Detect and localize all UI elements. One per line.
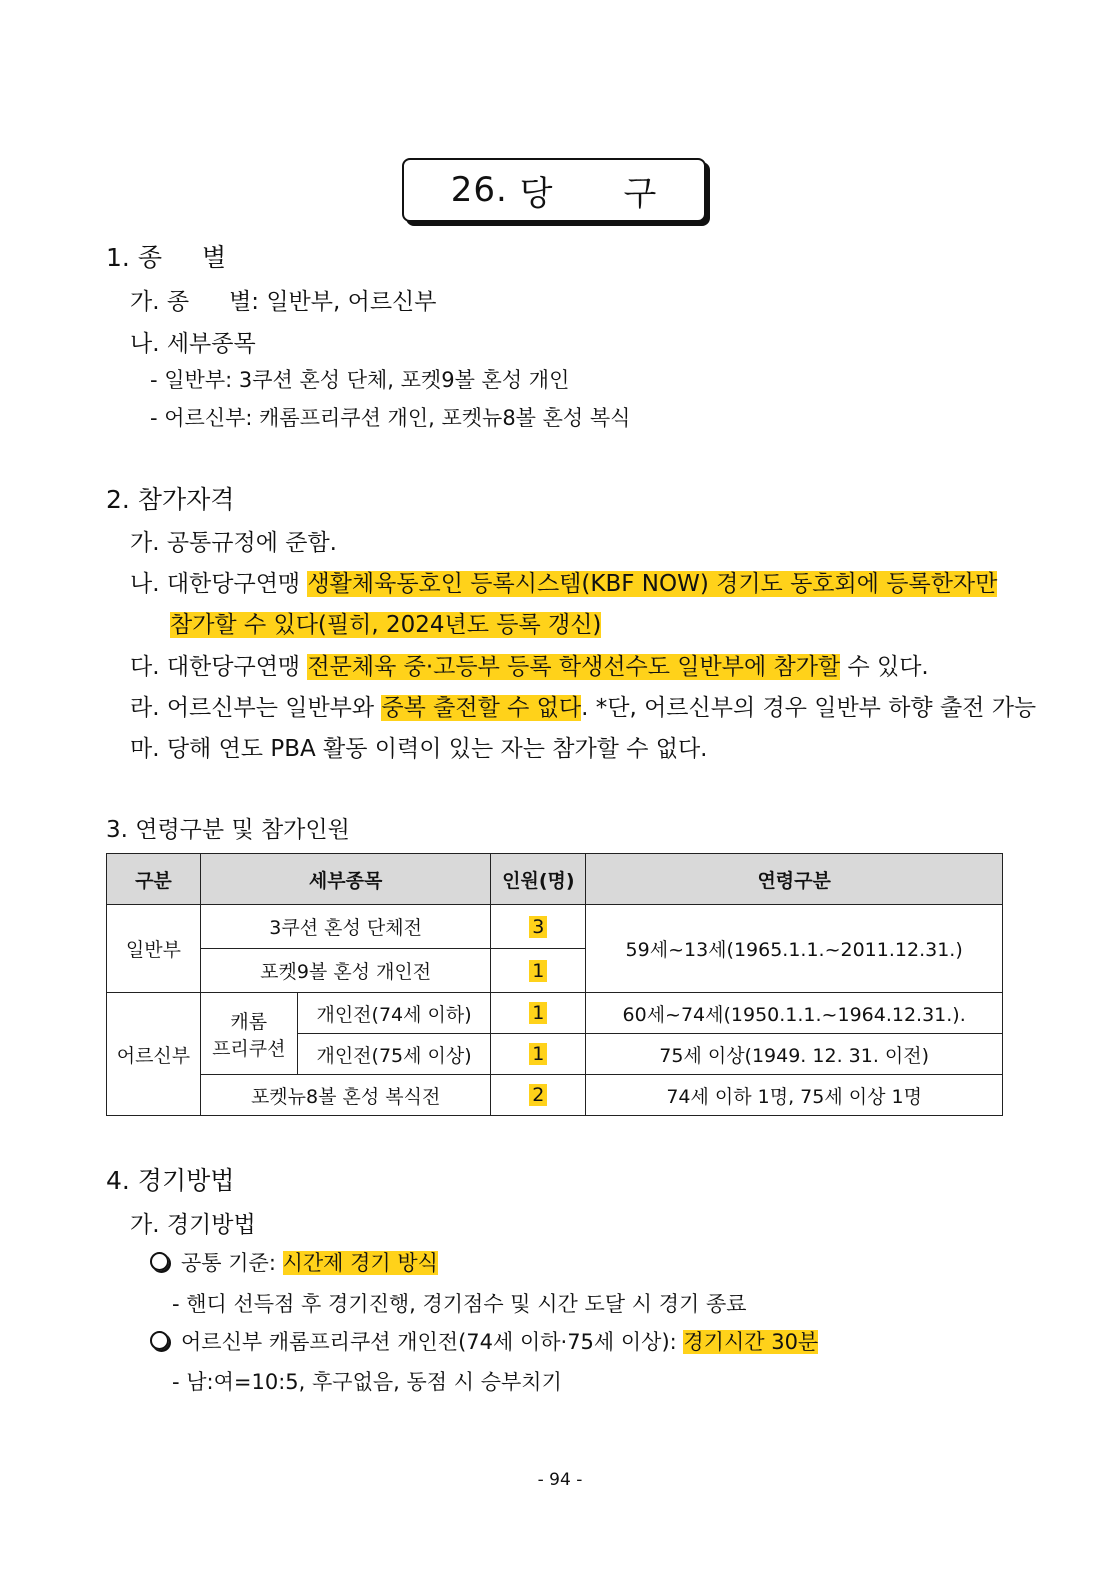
division-general: 일반부 [107, 905, 201, 993]
age-participants-table [106, 853, 1003, 1116]
count-cell: 2 [491, 1075, 586, 1116]
section-2-ma: 마. 당해 연도 PBA 활동 이력이 있는 자는 참가할 수 없다. [130, 736, 708, 762]
age-cell: 59세~13세(1965.1.1.~2011.12.31.) [586, 905, 1003, 993]
section-4-ga: 가. 경기방법 [130, 1212, 256, 1238]
highlight-duplicate: 중복 출전할 수 없다 [381, 695, 582, 721]
bullet-senior: 어르신부 캐롬프리쿠션 개인전(74세 이하·75세 이상): 경기시간 30분 [150, 1326, 818, 1356]
section-4-heading: 4. 경기방법 [106, 1166, 235, 1195]
section-1-na: 나. 세부종목 [130, 331, 256, 357]
section-1-heading: 1. 종 별 [106, 243, 227, 272]
event-cell: 포켓9볼 혼성 개인전 [200, 949, 491, 993]
section-2-ra: 라. 어르신부는 일반부와 중복 출전할 수 없다. *단, 어르신부의 경우 일반부 하향 출전 가능 [130, 695, 1037, 721]
carom-free-cushion-cell [200, 993, 297, 1075]
page-title-box [402, 158, 706, 222]
section-2-na: 나. 대한당구연맹 생활체육동호인 등록시스템(KBF NOW) 경기도 동호회에 등록한자만 [130, 571, 998, 597]
header-division: 구분 [107, 854, 201, 905]
bullet-senior-sub: - 남:여=10:5, 후구없음, 동점 시 승부치기 [172, 1370, 562, 1394]
table-row [107, 905, 1003, 949]
division-senior: 어르신부 [107, 993, 201, 1116]
count-cell: 1 [491, 993, 586, 1034]
detail-general: - 일반부: 3쿠션 혼성 단체, 포켓9볼 혼성 개인 [150, 368, 570, 392]
age-cell: 75세 이상(1949. 12. 31. 이전) [586, 1034, 1003, 1075]
header-event: 세부종목 [200, 854, 491, 905]
bullet-common-sub: - 핸디 선득점 후 경기진행, 경기점수 및 시간 도달 시 경기 종료 [172, 1292, 747, 1316]
section-3-heading: 3. 연령구분 및 참가인원 [106, 817, 350, 843]
section-2-ga: 가. 공통규정에 준함. [130, 530, 337, 556]
table-row [107, 993, 1003, 1034]
highlight-time-system: 시간제 경기 방식 [282, 1251, 438, 1275]
event-cell: 개인전(75세 이상) [297, 1034, 491, 1075]
table-header-row [107, 854, 1003, 905]
section-2-da: 다. 대한당구연맹 전문체육 중·고등부 등록 학생선수도 일반부에 참가할 수 있다. [130, 654, 929, 680]
age-cell: 74세 이하 1명, 75세 이상 1명 [586, 1075, 1003, 1116]
section-2-na-cont [170, 606, 601, 639]
count-cell: 1 [491, 949, 586, 993]
highlight-student: 전문체육 중·고등부 등록 학생선수도 일반부에 참가할 [307, 654, 841, 680]
section-2-heading: 2. 참가자격 [106, 485, 235, 514]
carom-label-1: 캐롬 [230, 1010, 268, 1033]
page-number: - 94 - [537, 1470, 583, 1490]
table-row [107, 1075, 1003, 1116]
highlight-registration: 생활체육동호인 등록시스템(KBF NOW) 경기도 동호회에 등록한자만 [307, 571, 998, 597]
age-cell: 60세~74세(1950.1.1.~1964.12.31.). [586, 993, 1003, 1034]
carom-label-2: 프리쿠션 [212, 1037, 286, 1060]
event-cell: 포켓뉴8볼 혼성 복식전 [200, 1075, 491, 1116]
header-age: 연령구분 [586, 854, 1003, 905]
section-1-ga: 가. 종 별: 일반부, 어르신부 [130, 289, 437, 315]
circle-bullet-icon [150, 1331, 169, 1350]
highlight-match-time: 경기시간 30분 [683, 1330, 819, 1354]
bullet-common: 공통 기준: 시간제 경기 방식 [150, 1247, 438, 1277]
count-cell: 3 [491, 905, 586, 949]
count-cell: 1 [491, 1034, 586, 1075]
header-count: 인원(명) [491, 854, 586, 905]
circle-bullet-icon [150, 1252, 169, 1271]
title-number: 26. [450, 170, 508, 210]
detail-senior: - 어르신부: 캐롬프리쿠션 개인, 포켓뉴8볼 혼성 복식 [150, 406, 631, 430]
event-cell: 3쿠션 혼성 단체전 [200, 905, 491, 949]
title-char-2: 구 [623, 173, 658, 214]
event-cell: 개인전(74세 이하) [297, 993, 491, 1034]
title-char-1: 당 [519, 173, 554, 214]
highlight-registration-2: 참가할 수 있다(필히, 2024년도 등록 갱신) [170, 612, 602, 638]
